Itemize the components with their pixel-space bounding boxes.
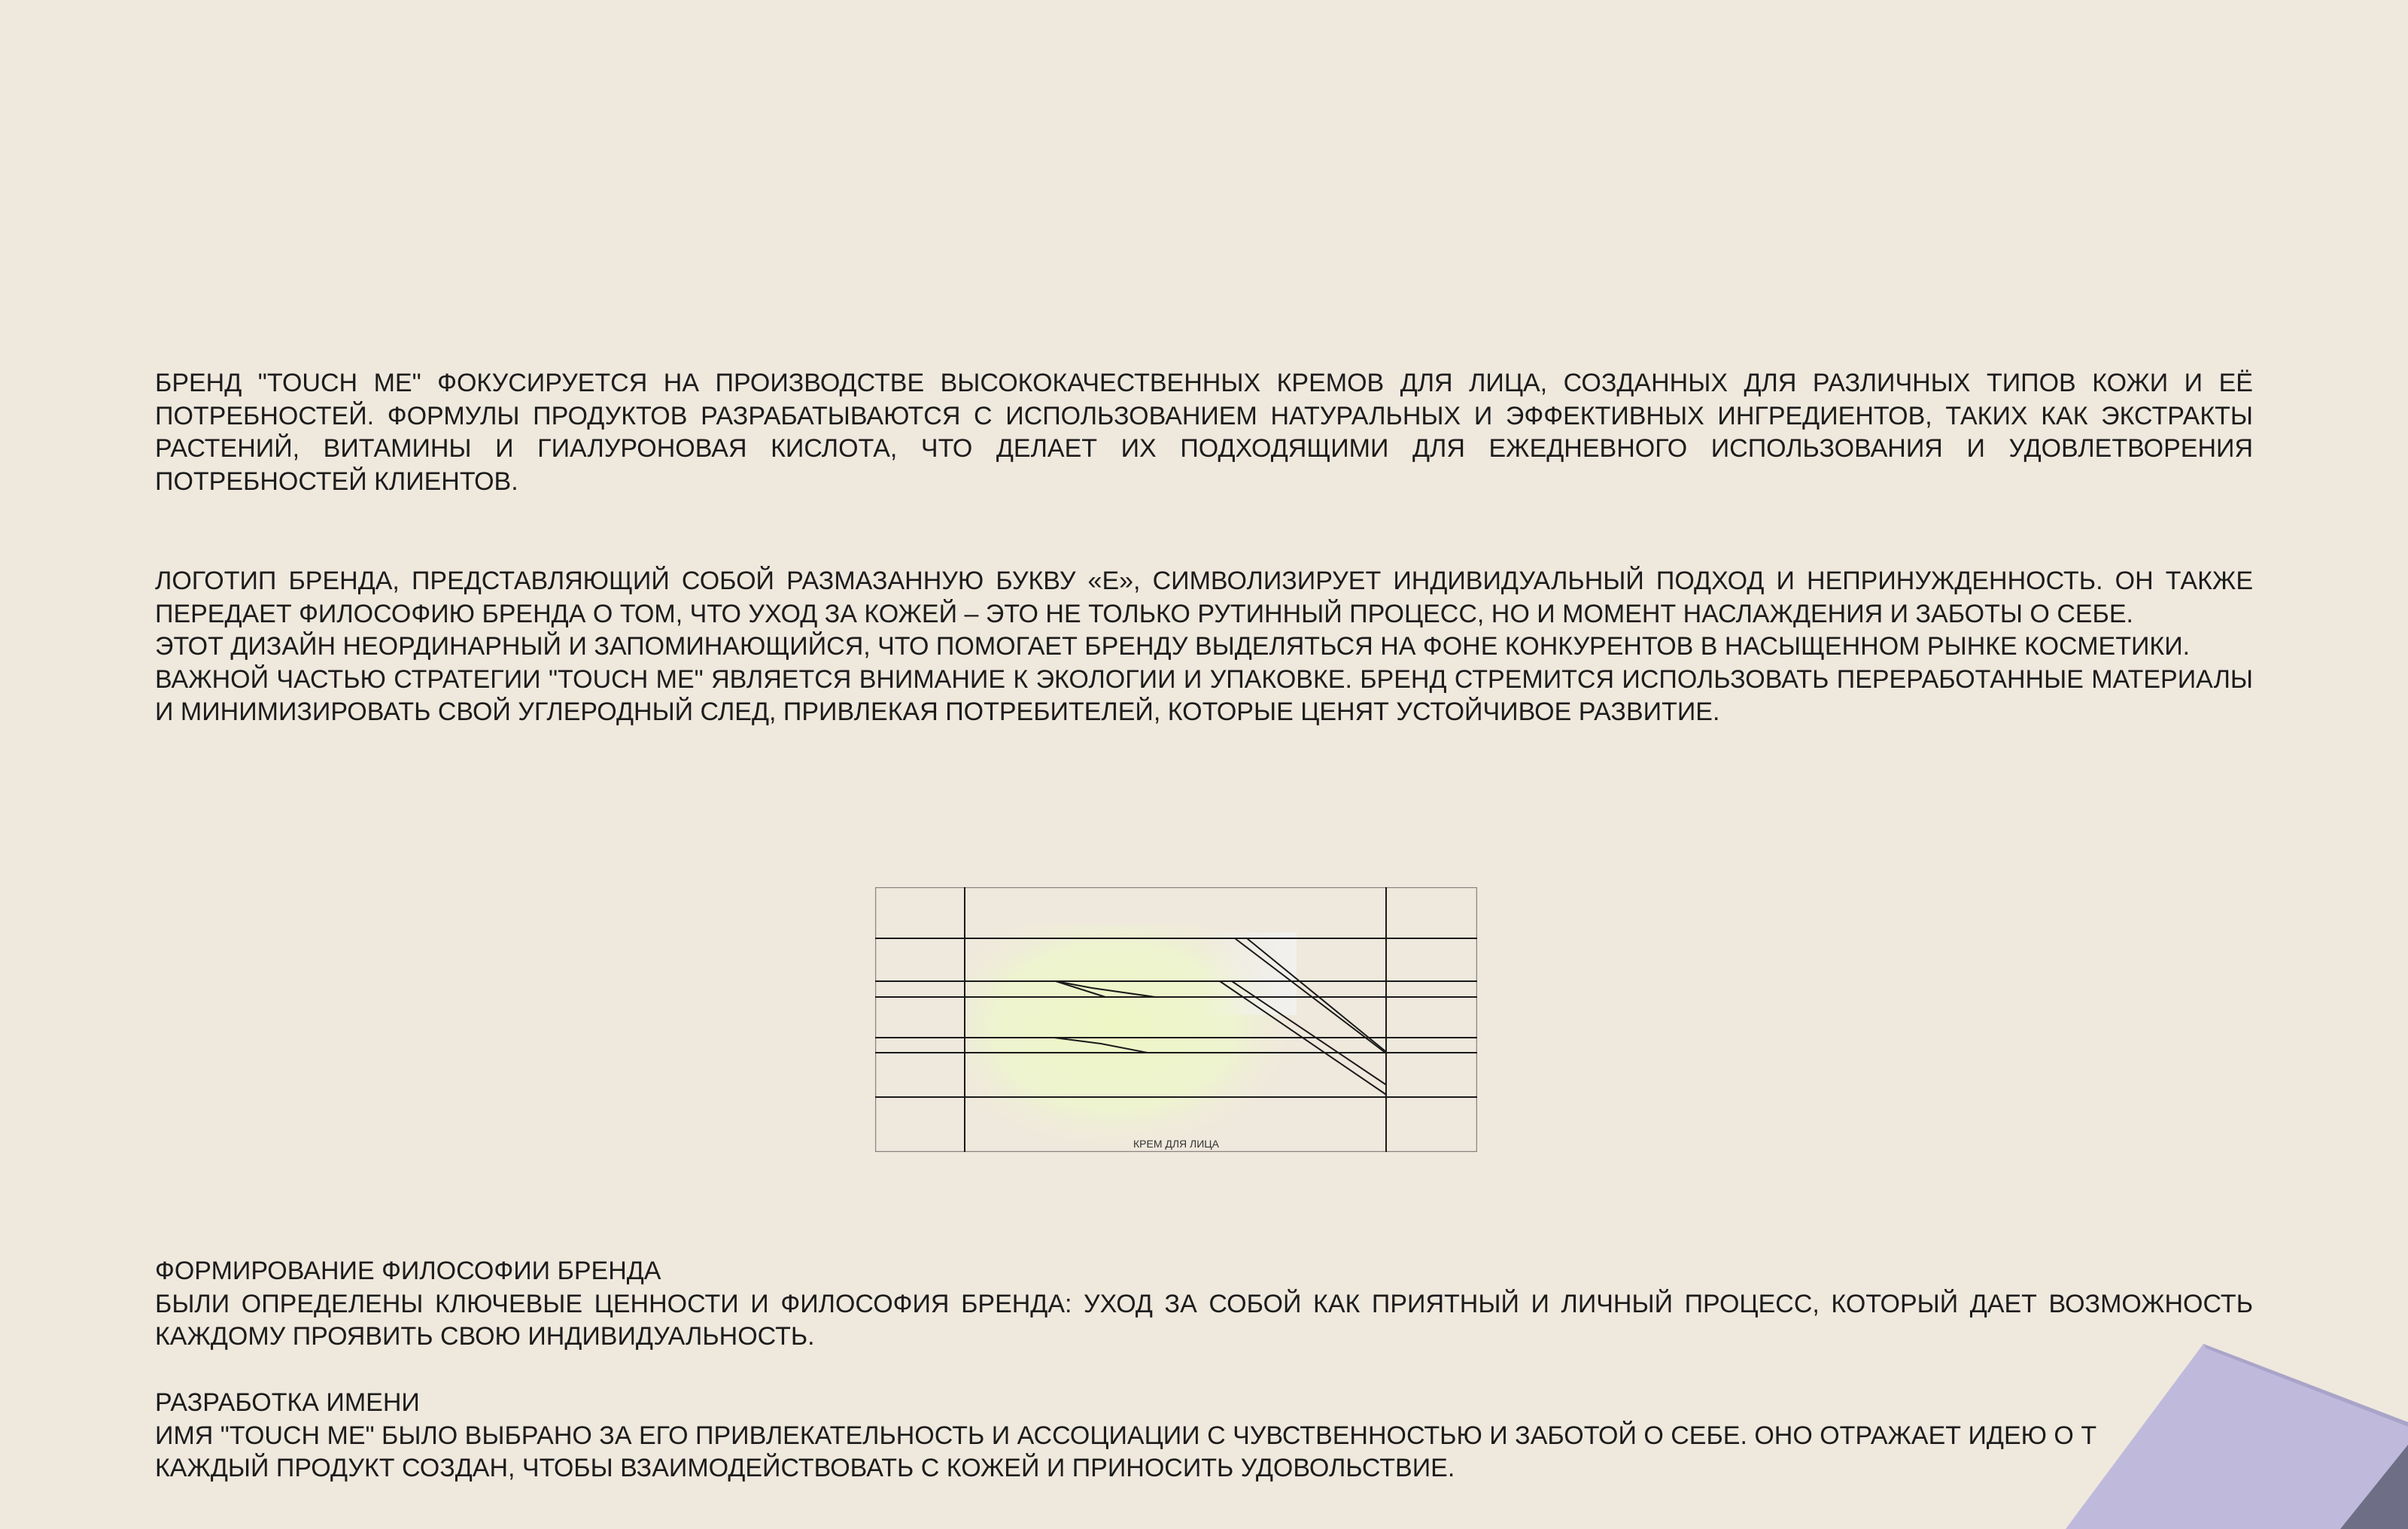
logo-description-section bbox=[155, 565, 2253, 729]
corner-decorative-shape bbox=[2032, 1332, 2408, 1529]
logo-paragraph-3: ВАЖНОЙ ЧАСТЬЮ СТРАТЕГИИ "TOUCH ME" ЯВЛЯЕТСЯ ВНИМАНИЕ К ЭКОЛОГИИ И УПАКОВКЕ. БРЕНД СТРЕМИТСЯ ИСПОЛЬЗОВАТЬ ПЕРЕРАБОТАННЫЕ МАТЕРИАЛЫ И МИНИМИЗИРОВАТЬ СВОЙ УГЛЕРОДНЫЙ СЛЕД, ПРИВЛЕКАЯ ПОТРЕБИТЕЛЕЙ, КОТОРЫЕ ЦЕНЯТ УСТОЙЧИВОЕ РАЗВИТИЕ. bbox=[155, 664, 2253, 726]
naming-text-line-1: ИМЯ "TOUCH ME" БЫЛО ВЫБРАНО ЗА ЕГО ПРИВЛЕКАТЕЛЬНОСТЬ И АССОЦИАЦИИ С ЧУВСТВЕННОСТЬЮ И ЗАБОТОЙ О СЕБЕ. ОНО ОТРАЖАЕТ ИДЕЮ О Т bbox=[155, 1421, 2097, 1450]
naming-heading: РАЗРАБОТКА ИМЕНИ bbox=[155, 1388, 420, 1417]
figure-caption: КРЕМ ДЛЯ ЛИЦА bbox=[1133, 1138, 1219, 1150]
corner-shape-svg bbox=[2032, 1332, 2408, 1529]
packaging-label-drawing bbox=[875, 887, 1477, 1152]
philosophy-text: БЫЛИ ОПРЕДЕЛЕНЫ КЛЮЧЕВЫЕ ЦЕННОСТИ И ФИЛОСОФИЯ БРЕНДА: УХОД ЗА СОБОЙ КАК ПРИЯТНЫЙ И ЛИЧНЫЙ ПРОЦЕСС, КОТОРЫЙ ДАЕТ ВОЗМОЖНОСТЬ КАЖДОМУ ПРОЯВИТЬ СВОЮ ИНДИВИДУАЛЬНОСТЬ. bbox=[155, 1289, 2253, 1351]
intro-text: БРЕНД "TOUCH ME" ФОКУСИРУЕТСЯ НА ПРОИЗВОДСТВЕ ВЫСОКОКАЧЕСТВЕННЫХ КРЕМОВ ДЛЯ ЛИЦА, СОЗДАННЫХ ДЛЯ РАЗЛИЧНЫХ ТИПОВ КОЖИ И ЕЁ ПОТРЕБНОСТЕЙ. ФОРМУЛЫ ПРОДУКТОВ РАЗРАБАТЫВАЮТСЯ С ИСПОЛЬЗОВАНИЕМ НАТУРАЛЬНЫХ И ЭФФЕКТИВНЫХ ИНГРЕДИЕНТОВ, ТАКИХ КАК ЭКСТРАКТЫ РАСТЕНИЙ, ВИТАМИНЫ И ГИАЛУРОНОВАЯ КИСЛОТА, ЧТО ДЕЛАЕТ ИХ ПОДХОДЯЩИМИ ДЛЯ ЕЖЕДНЕВНОГО ИСПОЛЬЗОВАНИЯ И УДОВЛЕТВОРЕНИЯ ПОТРЕБНОСТЕЙ КЛИЕНТОВ. bbox=[155, 369, 2253, 496]
philosophy-section bbox=[155, 1255, 2253, 1354]
naming-section bbox=[155, 1387, 2217, 1485]
logo-paragraph-1: ЛОГОТИП БРЕНДА, ПРЕДСТАВЛЯЮЩИЙ СОБОЙ РАЗМАЗАННУЮ БУКВУ «Е», СИМВОЛИЗИРУЕТ ИНДИВИДУАЛЬНЫЙ ПОДХОД И НЕПРИНУЖДЕННОСТЬ. ОН ТАКЖЕ ПЕРЕДАЕТ ФИЛОСОФИЮ БРЕНДА О ТОМ, ЧТО УХОД ЗА КОЖЕЙ – ЭТО НЕ ТОЛЬКО РУТИННЫЙ ПРОЦЕСС, НО И МОМЕНТ НАСЛАЖДЕНИЯ И ЗАБОТЫ О СЕБЕ. bbox=[155, 567, 2253, 628]
philosophy-heading: ФОРМИРОВАНИЕ ФИЛОСОФИИ БРЕНДА bbox=[155, 1257, 661, 1285]
logo-paragraph-2: ЭТОТ ДИЗАЙН НЕОРДИНАРНЫЙ И ЗАПОМИНАЮЩИЙСЯ, ЧТО ПОМОГАЕТ БРЕНДУ ВЫДЕЛЯТЬСЯ НА ФОНЕ КОНКУРЕНТОВ В НАСЫЩЕННОМ РЫНКЕ КОСМЕТИКИ. bbox=[155, 632, 2191, 661]
naming-text-line-2: КАЖДЫЙ ПРОДУКТ СОЗДАН, ЧТОБЫ ВЗАИМОДЕЙСТВОВАТЬ С КОЖЕЙ И ПРИНОСИТЬ УДОВОЛЬСТВИЕ. bbox=[155, 1454, 1455, 1482]
packaging-label-svg bbox=[875, 887, 1477, 1152]
intro-paragraph bbox=[155, 367, 2253, 498]
